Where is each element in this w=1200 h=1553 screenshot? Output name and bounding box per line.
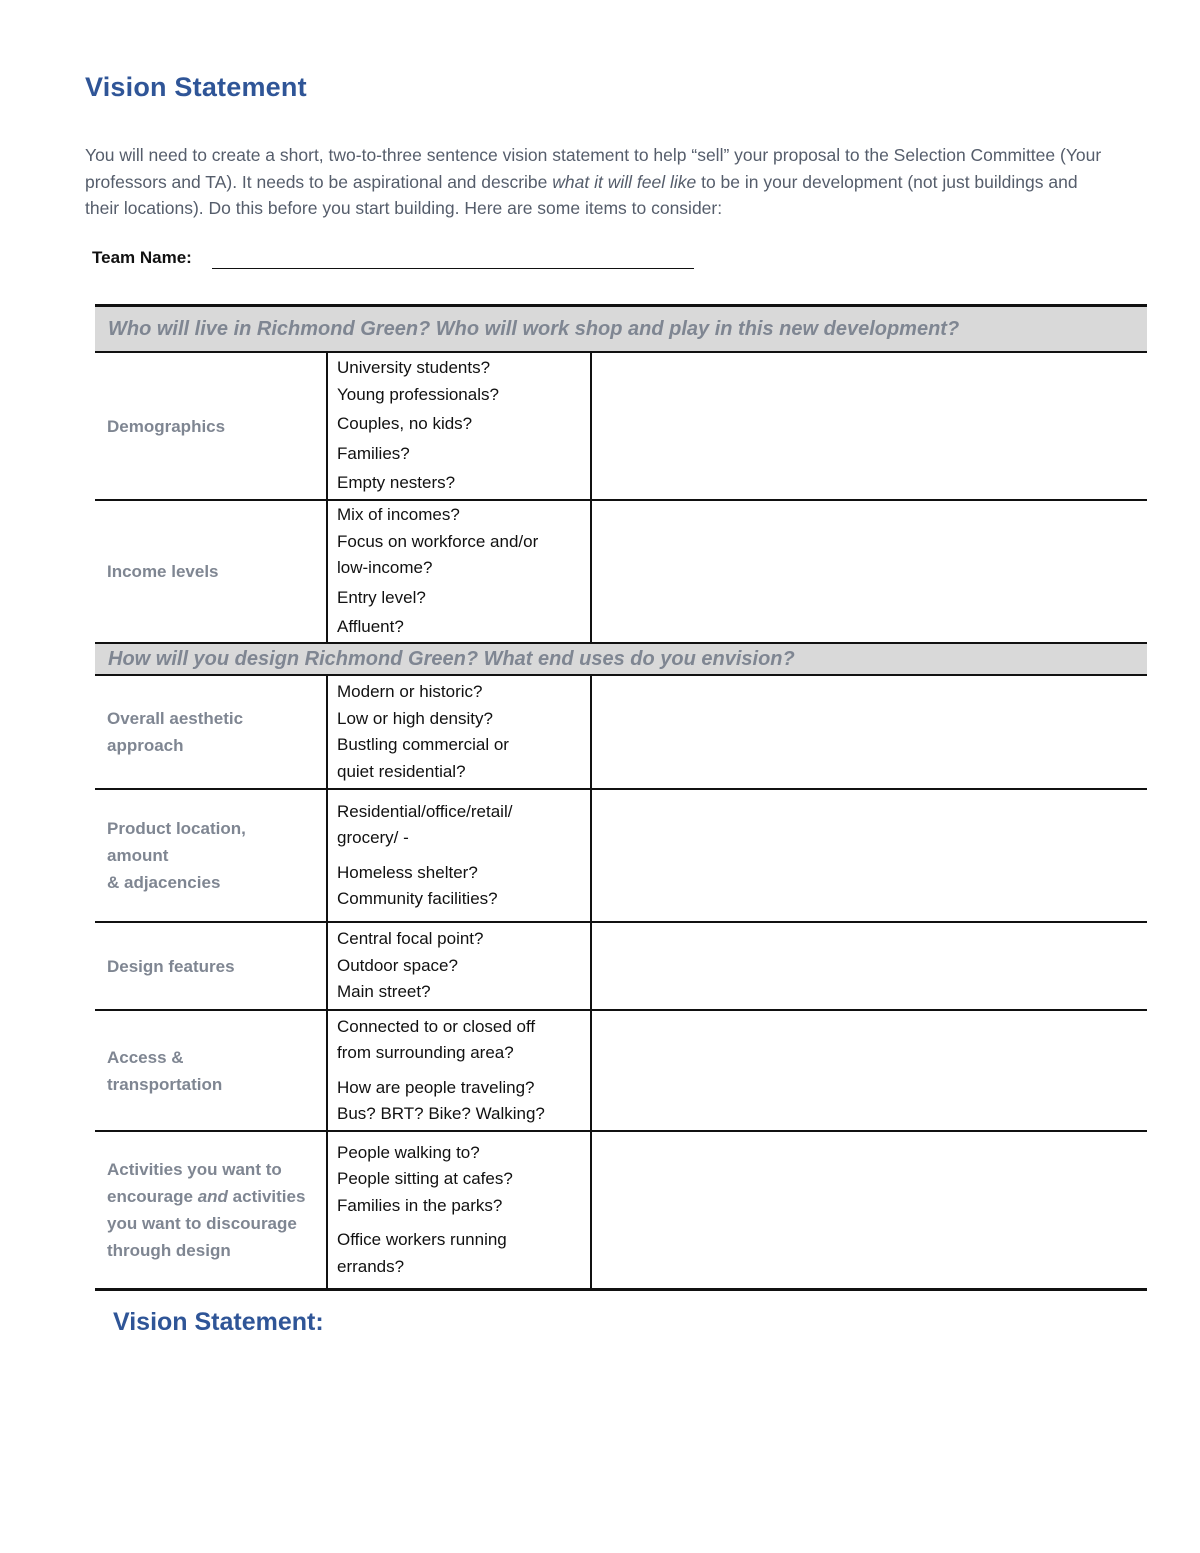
question-item: Community facilities? bbox=[337, 889, 498, 908]
answer-cell[interactable] bbox=[591, 675, 1147, 789]
row-product-location bbox=[95, 789, 1147, 922]
answer-cell[interactable] bbox=[591, 352, 1147, 500]
question-item: How are people traveling? bbox=[337, 1077, 535, 1097]
question-item: Bus? BRT? Bike? Walking? bbox=[337, 1104, 545, 1123]
answer-cell[interactable] bbox=[591, 1131, 1147, 1289]
question-item: low-income? bbox=[337, 558, 433, 578]
question-item: Central focal point? bbox=[337, 929, 484, 949]
page-title: Vision Statement bbox=[85, 72, 307, 102]
question-cell bbox=[327, 500, 591, 643]
question-item: Outdoor space? bbox=[337, 955, 458, 975]
question-item: Focus on workforce and/or bbox=[337, 531, 539, 551]
row-label bbox=[95, 1131, 327, 1289]
question-item: Affluent? bbox=[337, 617, 404, 637]
question-cell bbox=[327, 675, 591, 789]
row-label-line: Product location, bbox=[107, 819, 246, 838]
question-item: Homeless shelter? bbox=[337, 862, 478, 882]
row-demographics bbox=[95, 352, 1147, 500]
answer-cell[interactable] bbox=[591, 789, 1147, 922]
row-activities bbox=[95, 1131, 1147, 1289]
row-design-features bbox=[95, 922, 1147, 1010]
team-name-label: Team Name: bbox=[92, 248, 192, 267]
row-label-line: & adjacencies bbox=[107, 873, 221, 892]
question-item: Families in the parks? bbox=[337, 1195, 503, 1215]
planning-table bbox=[95, 304, 1147, 1291]
answer-cell[interactable] bbox=[591, 922, 1147, 1010]
question-item: Young professionals? bbox=[337, 384, 499, 404]
row-label: Income levels bbox=[95, 500, 327, 643]
question-item: Main street? bbox=[337, 982, 431, 1002]
question-item: Couples, no kids? bbox=[337, 414, 473, 434]
row-label: Design features bbox=[95, 922, 327, 1010]
question-item: Low or high density? bbox=[337, 708, 493, 728]
row-aesthetic bbox=[95, 675, 1147, 789]
section-header-how: How will you design Richmond Green? What end uses do you envision? bbox=[95, 643, 1147, 675]
vision-statement-heading: Vision Statement: bbox=[113, 1308, 324, 1336]
question-item: University students? bbox=[337, 358, 491, 378]
row-access-transportation bbox=[95, 1010, 1147, 1131]
intro-text-1: You will need to create a short, two-to-three sentence vision statement to help “sell” your proposal to the Selection Committee (Your professors and TA). It needs to be aspirational and describe bbox=[85, 145, 1102, 192]
question-item: Mix of incomes? bbox=[337, 505, 460, 525]
row-label bbox=[95, 675, 327, 789]
question-item: grocery/ - bbox=[337, 828, 409, 847]
intro-emphasis: what it will feel like bbox=[552, 171, 697, 192]
row-label-line: Overall aesthetic bbox=[107, 709, 244, 728]
question-item: Bustling commercial or bbox=[337, 735, 509, 754]
question-cell bbox=[327, 352, 591, 500]
row-label-line: Access & bbox=[107, 1047, 184, 1067]
question-item: Modern or historic? bbox=[337, 682, 483, 701]
question-item: quiet residential? bbox=[337, 761, 466, 781]
question-item: Connected to or closed off bbox=[337, 1016, 536, 1036]
section-header-who: Who will live in Richmond Green? Who will work shop and play in this new development? bbox=[95, 306, 1147, 353]
row-label-line: approach bbox=[107, 736, 184, 755]
question-item: Families? bbox=[337, 443, 410, 463]
question-cell bbox=[327, 789, 591, 922]
row-label-line: amount bbox=[107, 846, 169, 865]
question-item: People walking to? bbox=[337, 1142, 480, 1162]
question-cell bbox=[327, 1010, 591, 1131]
question-item: Residential/office/retail/ bbox=[337, 801, 513, 821]
intro-text-2: to be in your development (not just buildings and their locations). Do this before you start building. Here are some items to consider: bbox=[85, 171, 1078, 218]
row-label-line: transportation bbox=[107, 1074, 223, 1094]
row-label-part: Activities you want to encourage bbox=[107, 1159, 282, 1206]
answer-cell[interactable] bbox=[591, 500, 1147, 643]
row-label-emphasis: and bbox=[197, 1186, 228, 1206]
row-label-part: activities you want to discourage through design bbox=[107, 1186, 306, 1260]
question-cell bbox=[327, 1131, 591, 1289]
question-cell bbox=[327, 922, 591, 1010]
row-label: Demographics bbox=[95, 352, 327, 500]
row-label bbox=[95, 1010, 327, 1131]
question-item: People sitting at cafes? bbox=[337, 1169, 513, 1188]
row-label bbox=[95, 789, 327, 922]
row-income-levels bbox=[95, 500, 1147, 643]
question-item: Empty nesters? bbox=[337, 473, 456, 493]
answer-cell[interactable] bbox=[591, 1010, 1147, 1131]
question-item: errands? bbox=[337, 1256, 405, 1276]
question-item: Office workers running bbox=[337, 1230, 507, 1249]
intro-paragraph bbox=[85, 142, 1115, 222]
question-item: from surrounding area? bbox=[337, 1043, 514, 1062]
team-name-field[interactable] bbox=[212, 268, 694, 269]
question-item: Entry level? bbox=[337, 587, 426, 607]
